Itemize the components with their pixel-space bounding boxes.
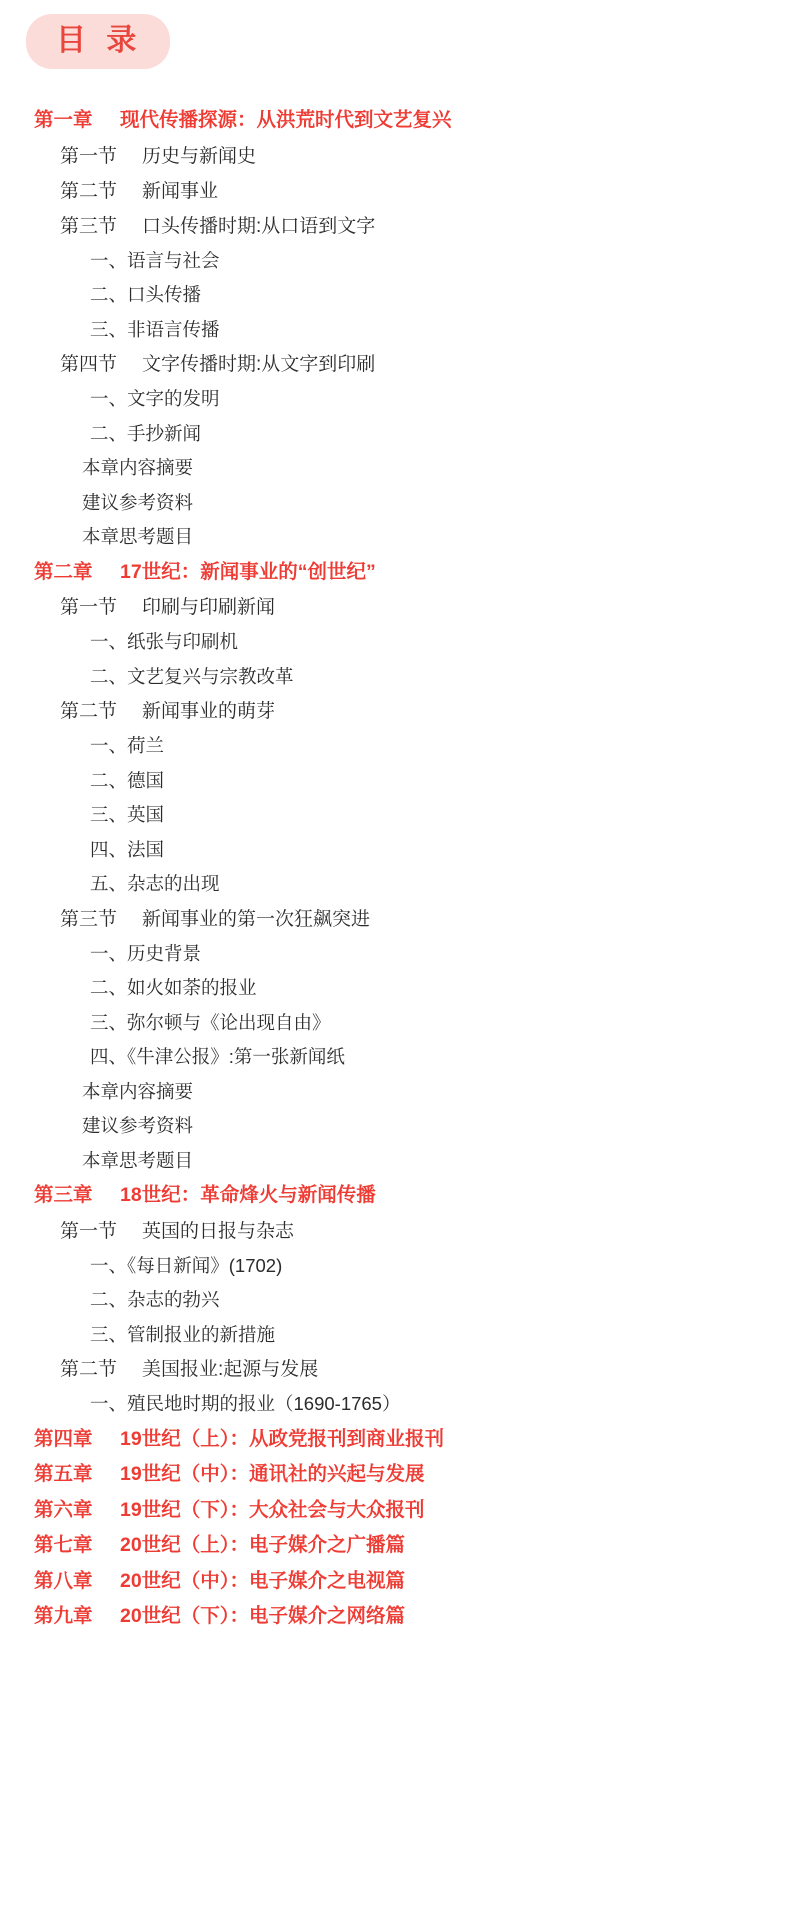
- toc-entry-plain[interactable]: [34, 1075, 766, 1110]
- toc-entry-sub[interactable]: [34, 382, 766, 417]
- toc-entry-sub[interactable]: [34, 1283, 766, 1318]
- toc-entry-label: 文字传播时期:从文字到印刷: [142, 354, 376, 375]
- toc-entry-number: 第八章: [34, 1569, 93, 1592]
- toc-entry-sub[interactable]: [34, 660, 766, 695]
- toc-entry-number: 第一节: [60, 145, 118, 167]
- toc-entry-label: 20世纪（中）：电子媒介之电视篇: [120, 1569, 405, 1592]
- toc-entry-label: 一、荷兰: [90, 735, 165, 756]
- toc-entry-number: 第六章: [34, 1498, 93, 1521]
- toc-entry-number: 第三节: [60, 215, 118, 237]
- toc-entry-number: 第一章: [34, 109, 93, 131]
- toc-entry-label: 建议参考资料: [82, 491, 194, 513]
- toc-entry-sub[interactable]: [34, 798, 766, 833]
- toc-entry-number: 第四节: [60, 354, 118, 375]
- toc-entry-plain[interactable]: [34, 451, 766, 486]
- toc-entry-label: 本章内容摘要: [82, 1080, 194, 1102]
- toc-entry-label: 18世纪：革命烽火与新闻传播: [120, 1184, 376, 1206]
- toc-entry-number: 第四章: [34, 1427, 93, 1450]
- toc-entry-number: 第九章: [34, 1605, 93, 1627]
- toc-entry-number: 第二节: [60, 1359, 118, 1380]
- toc-entry-label: 五、杂志的出现: [90, 873, 220, 894]
- toc-entry-sub[interactable]: [34, 244, 766, 279]
- toc-entry-sub[interactable]: [34, 971, 766, 1006]
- toc-entry-sub[interactable]: [34, 764, 766, 799]
- toc-entry-label: 四、法国: [90, 838, 165, 860]
- toc-entry-chapter-tail[interactable]: [34, 1493, 766, 1529]
- toc-entry-label: 二、德国: [90, 769, 165, 791]
- toc-entry-number: 第一节: [60, 1220, 118, 1242]
- toc-entry-label: 本章思考题目: [82, 526, 194, 547]
- toc-entry-section[interactable]: [34, 139, 766, 174]
- toc-entry-chapter-tail[interactable]: [34, 1457, 766, 1493]
- toc-entry-label: 口头传播时期:从口语到文字: [142, 215, 376, 237]
- toc-entry-label: 二、如火如荼的报业: [90, 977, 257, 998]
- toc-entry-section[interactable]: [34, 347, 766, 382]
- toc-entry-sub[interactable]: [34, 937, 766, 972]
- toc-entry-label: 二、口头传播: [90, 284, 202, 305]
- toc-entry-label: 三、弥尔顿与《论出现自由》: [90, 1011, 331, 1033]
- toc-entry-label: 20世纪（下）：电子媒介之网络篇: [120, 1605, 405, 1627]
- toc-entry-label: 19世纪（下）：大众社会与大众报刊: [120, 1498, 425, 1521]
- toc-entry-chapter-tail[interactable]: [34, 1599, 766, 1635]
- toc-entry-label: 新闻事业: [142, 180, 219, 202]
- toc-entry-sub[interactable]: [34, 833, 766, 868]
- toc-entry-label: 二、文艺复兴与宗教改革: [90, 665, 294, 687]
- table-of-contents: [0, 103, 790, 1635]
- page-title: 目 录: [26, 14, 170, 69]
- toc-entry-section[interactable]: [34, 694, 766, 729]
- toc-entry-number: 第三章: [34, 1184, 93, 1206]
- toc-entry-chapter-tail[interactable]: [34, 1564, 766, 1600]
- toc-entry-sub[interactable]: [34, 417, 766, 452]
- toc-entry-section[interactable]: [34, 1352, 766, 1387]
- toc-entry-sub[interactable]: [34, 278, 766, 313]
- toc-entry-section[interactable]: [34, 1214, 766, 1249]
- toc-entry-section[interactable]: [34, 902, 766, 937]
- toc-entry-sub[interactable]: [34, 1387, 766, 1422]
- toc-entry-label: 一、殖民地时期的报业（1690-1765）: [90, 1393, 401, 1414]
- toc-entry-number: 第七章: [34, 1534, 93, 1556]
- toc-entry-label: 17世纪：新闻事业的“创世纪”: [120, 560, 376, 583]
- toc-entry-number: 第一节: [60, 597, 118, 618]
- toc-entry-label: 本章内容摘要: [82, 457, 194, 478]
- toc-entry-number: 第二章: [34, 560, 93, 583]
- toc-entry-sub[interactable]: [34, 1318, 766, 1353]
- toc-entry-plain[interactable]: [34, 1109, 766, 1144]
- toc-entry-label: 建议参考资料: [82, 1115, 194, 1136]
- toc-entry-label: 新闻事业的第一次狂飙突进: [142, 908, 371, 930]
- toc-entry-label: 一、纸张与印刷机: [90, 631, 239, 652]
- toc-entry-chapter[interactable]: [34, 1178, 766, 1214]
- toc-entry-label: 美国报业:起源与发展: [142, 1359, 319, 1380]
- toc-entry-label: 19世纪（上）：从政党报刊到商业报刊: [120, 1427, 444, 1450]
- toc-entry-number: 第二节: [60, 701, 118, 722]
- toc-entry-label: 四、《牛津公报》:第一张新闻纸: [90, 1046, 345, 1067]
- toc-entry-chapter[interactable]: [34, 103, 766, 139]
- toc-entry-section[interactable]: [34, 590, 766, 625]
- toc-entry-plain[interactable]: [34, 486, 766, 521]
- toc-entry-label: 现代传播探源：从洪荒时代到文艺复兴: [120, 109, 452, 131]
- toc-entry-sub[interactable]: [34, 729, 766, 764]
- toc-entry-number: 第三节: [60, 908, 118, 930]
- toc-entry-label: 二、杂志的勃兴: [90, 1289, 220, 1310]
- toc-entry-sub[interactable]: [34, 1040, 766, 1075]
- toc-entry-label: 二、手抄新闻: [90, 422, 202, 444]
- toc-entry-sub[interactable]: [34, 867, 766, 902]
- toc-entry-plain[interactable]: [34, 520, 766, 555]
- toc-entry-label: 历史与新闻史: [142, 145, 257, 167]
- toc-entry-sub[interactable]: [34, 1249, 766, 1284]
- toc-entry-number: 第五章: [34, 1463, 93, 1485]
- toc-entry-label: 一、语言与社会: [90, 249, 220, 271]
- toc-entry-label: 三、管制报业的新措施: [90, 1323, 276, 1345]
- toc-entry-chapter[interactable]: [34, 555, 766, 591]
- toc-entry-label: 20世纪（上）：电子媒介之广播篇: [120, 1534, 405, 1556]
- toc-entry-label: 19世纪（中）：通讯社的兴起与发展: [120, 1463, 425, 1485]
- toc-entry-section[interactable]: [34, 174, 766, 209]
- toc-entry-chapter-tail[interactable]: [34, 1528, 766, 1564]
- toc-entry-label: 一、《每日新闻》(1702): [90, 1254, 283, 1276]
- toc-entry-sub[interactable]: [34, 625, 766, 660]
- toc-entry-label: 一、历史背景: [90, 942, 202, 964]
- toc-entry-number: 第二节: [60, 180, 118, 202]
- toc-entry-section[interactable]: [34, 209, 766, 244]
- toc-entry-label: 新闻事业的萌芽: [142, 701, 276, 722]
- toc-entry-sub[interactable]: [34, 1006, 766, 1041]
- toc-entry-plain[interactable]: [34, 1144, 766, 1179]
- page-title-container: [0, 14, 790, 69]
- toc-entry-sub[interactable]: [34, 313, 766, 348]
- toc-entry-label: 英国的日报与杂志: [142, 1220, 295, 1242]
- toc-entry-label: 印刷与印刷新闻: [142, 597, 276, 618]
- toc-entry-chapter-tail[interactable]: [34, 1422, 766, 1458]
- toc-entry-label: 一、文字的发明: [90, 388, 220, 409]
- toc-entry-label: 本章思考题目: [82, 1149, 194, 1171]
- toc-entry-label: 三、英国: [90, 804, 165, 825]
- toc-entry-label: 三、非语言传播: [90, 318, 220, 340]
